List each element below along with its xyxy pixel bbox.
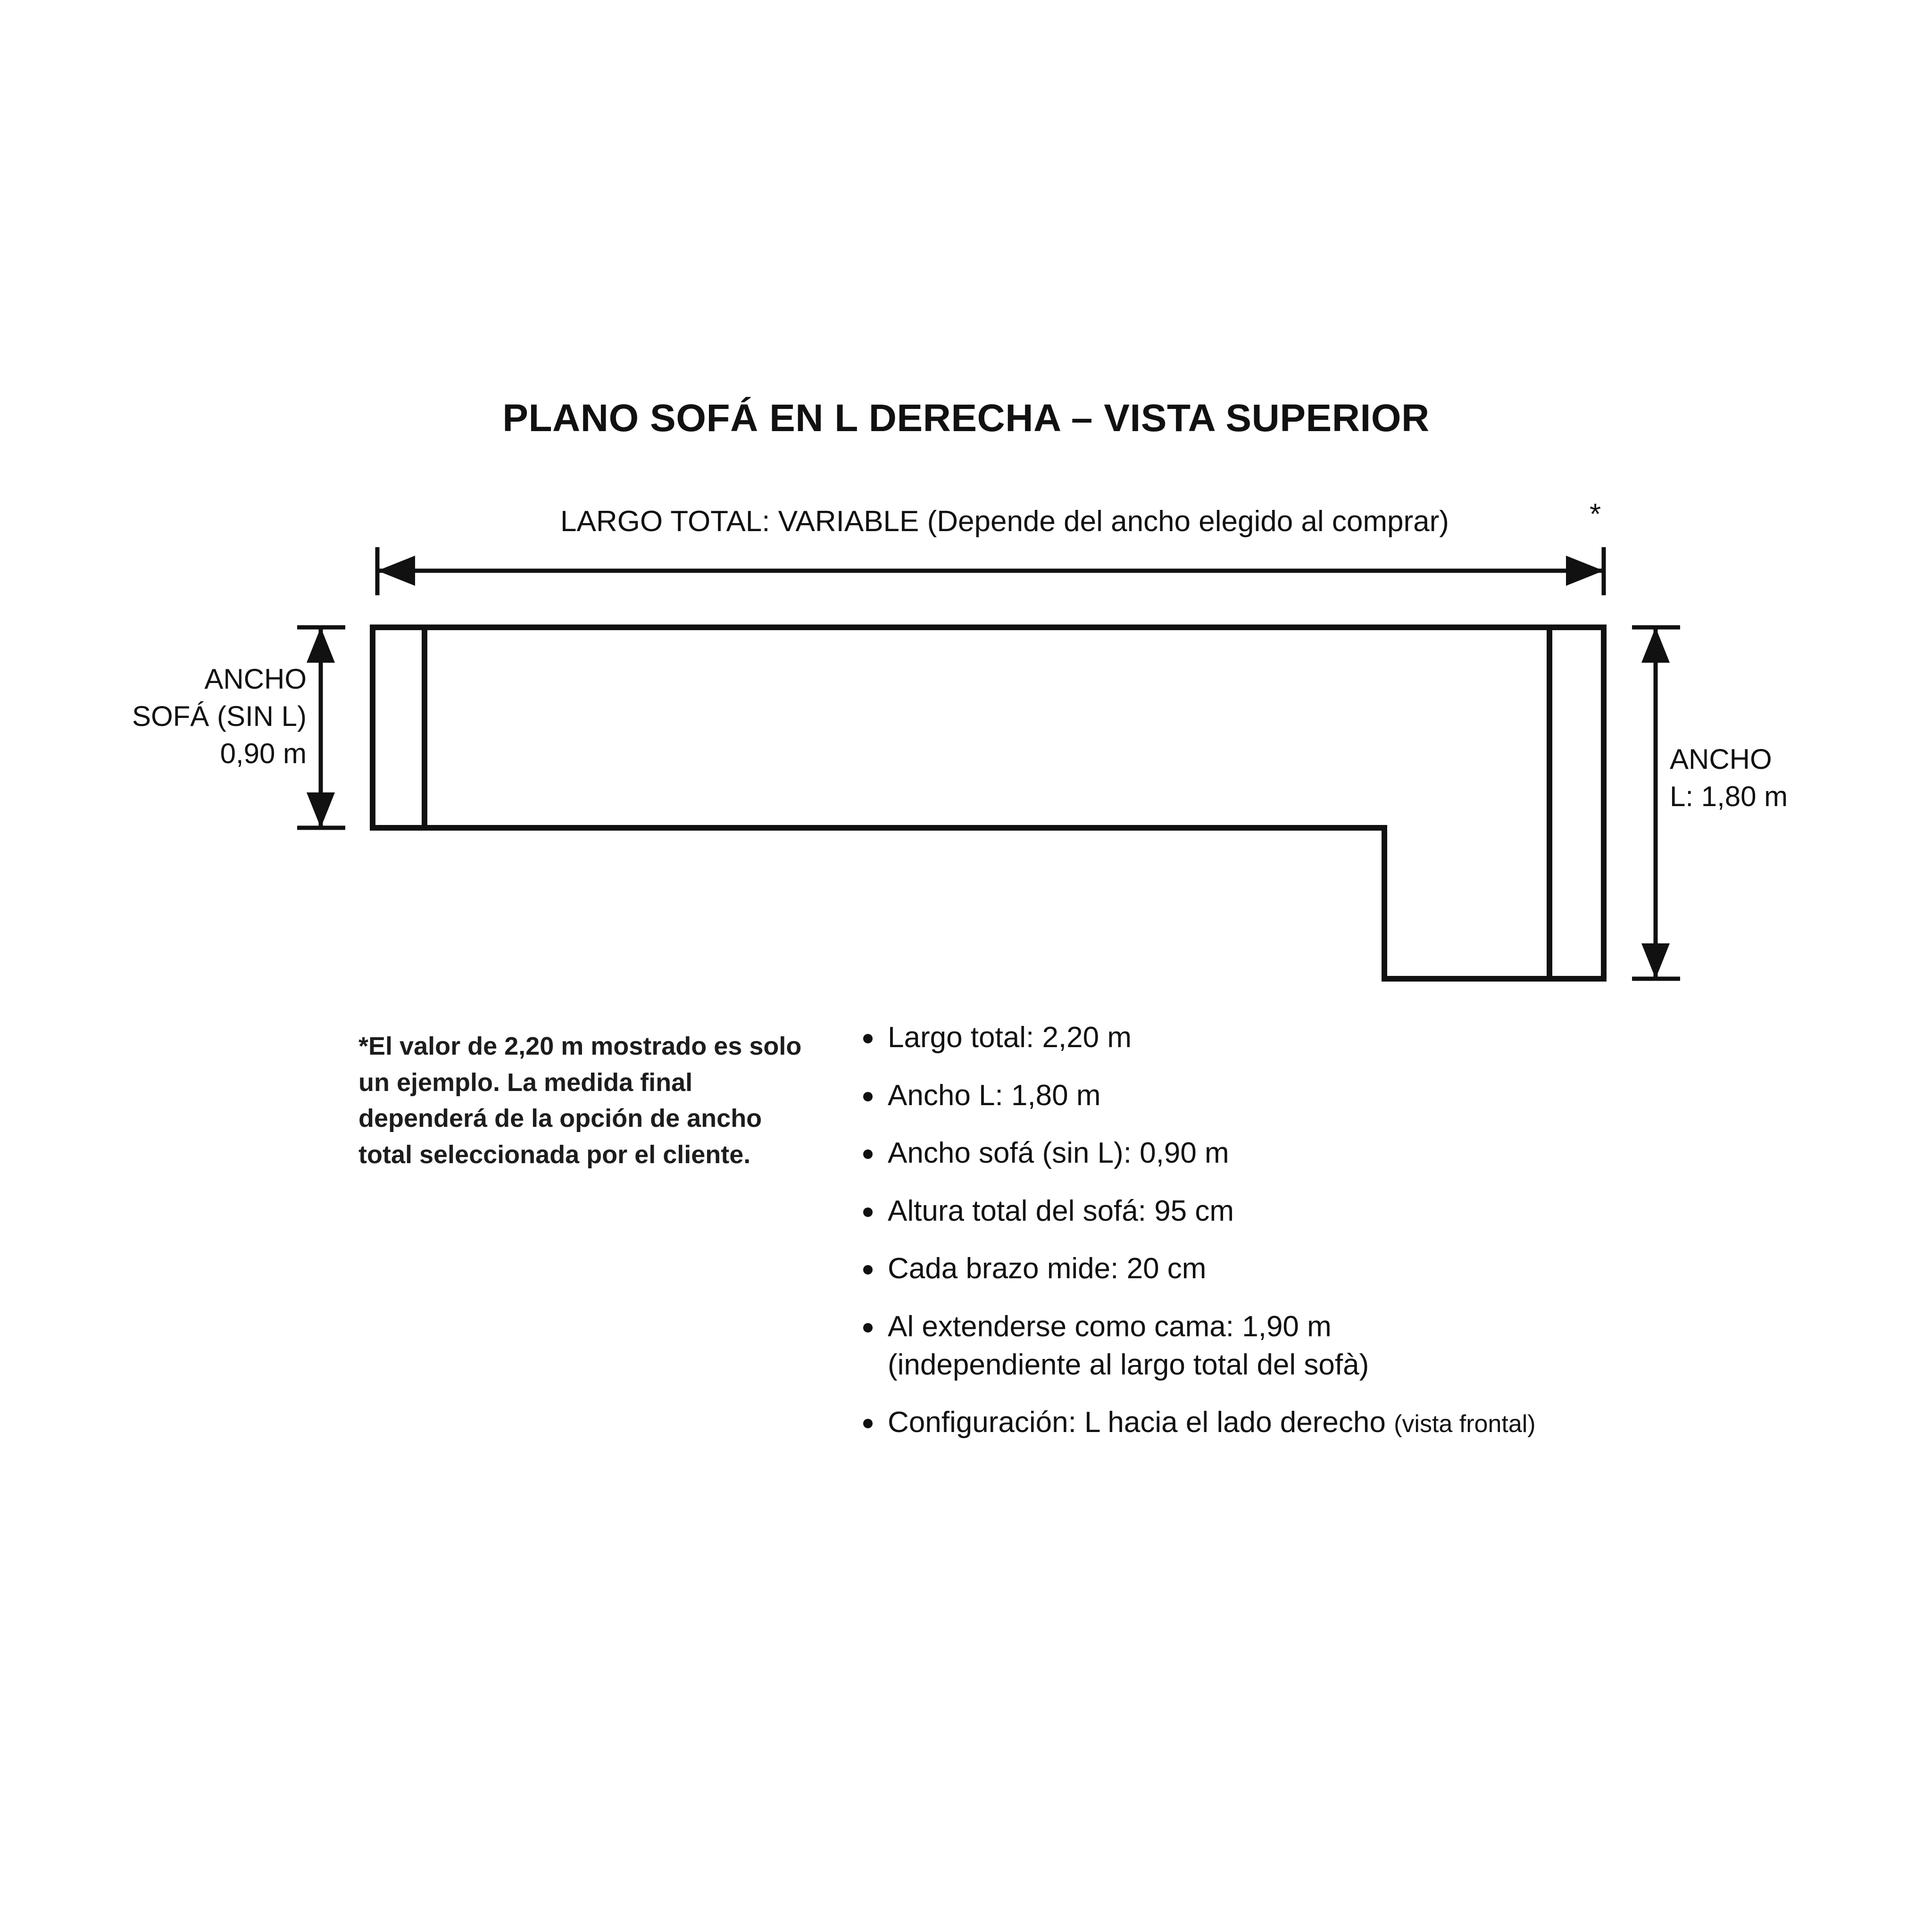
specs-list [863, 1019, 1891, 1462]
list-item [863, 1134, 1891, 1173]
footnote-text: *El valor de 2,20 m mostrado es solo un ejemplo. La medida final dependerá de la opción de ancho total seleccionada por el cliente. [358, 1032, 802, 1169]
list-item-sublabel: (independiente al largo total del sofà) [888, 1348, 1369, 1381]
right-dimension-line1: ANCHO [1670, 743, 1772, 775]
bullet-dot-icon [863, 1323, 873, 1332]
bullet-dot-icon [863, 1092, 873, 1101]
list-item-label: Ancho sofá (sin L): 0,90 m [888, 1137, 1229, 1170]
list-item-multiline [888, 1308, 1369, 1384]
list-item-multiline [888, 1404, 1536, 1442]
list-item [863, 1077, 1891, 1115]
list-item [863, 1250, 1891, 1288]
right-dimension-label [1670, 741, 1915, 815]
bullet-dot-icon [863, 1208, 873, 1217]
top-dimension-label: LARGO TOTAL: VARIABLE (Depende del ancho elegido al comprar) [560, 505, 1449, 538]
list-item [863, 1308, 1891, 1384]
bullet-dot-icon [863, 1265, 873, 1274]
list-item-label: Ancho L: 1,80 m [888, 1079, 1101, 1112]
list-item-sublabel: (vista frontal) [1394, 1410, 1536, 1438]
list-item-label: Al extenderse como cama: 1,90 m [888, 1310, 1332, 1343]
list-item [863, 1019, 1891, 1057]
list-item-label: Cada brazo mide: 20 cm [888, 1252, 1207, 1285]
left-dimension-label [108, 660, 307, 773]
list-item-label: Configuración: L hacia el lado derecho [888, 1406, 1394, 1439]
left-dimension-line1: ANCHO [204, 663, 307, 695]
list-item-label: Largo total: 2,20 m [888, 1021, 1132, 1054]
page-title: PLANO SOFÁ EN L DERECHA – VISTA SUPERIOR [502, 397, 1430, 440]
top-dimension-line [377, 547, 1604, 595]
list-item [863, 1404, 1891, 1442]
right-dimension-line2: L: 1,80 m [1670, 781, 1788, 813]
sofa-outline [373, 627, 1604, 979]
list-item [863, 1192, 1891, 1231]
left-dimension-line2: SOFÁ (SIN L) [132, 700, 307, 733]
left-dimension-line3: 0,90 m [220, 738, 307, 770]
bullet-dot-icon [863, 1034, 873, 1043]
bullet-dot-icon [863, 1419, 873, 1428]
list-item-label: Altura total del sofá: 95 cm [888, 1194, 1234, 1227]
bullet-dot-icon [863, 1149, 873, 1159]
top-dimension-asterisk: * [1590, 498, 1601, 531]
